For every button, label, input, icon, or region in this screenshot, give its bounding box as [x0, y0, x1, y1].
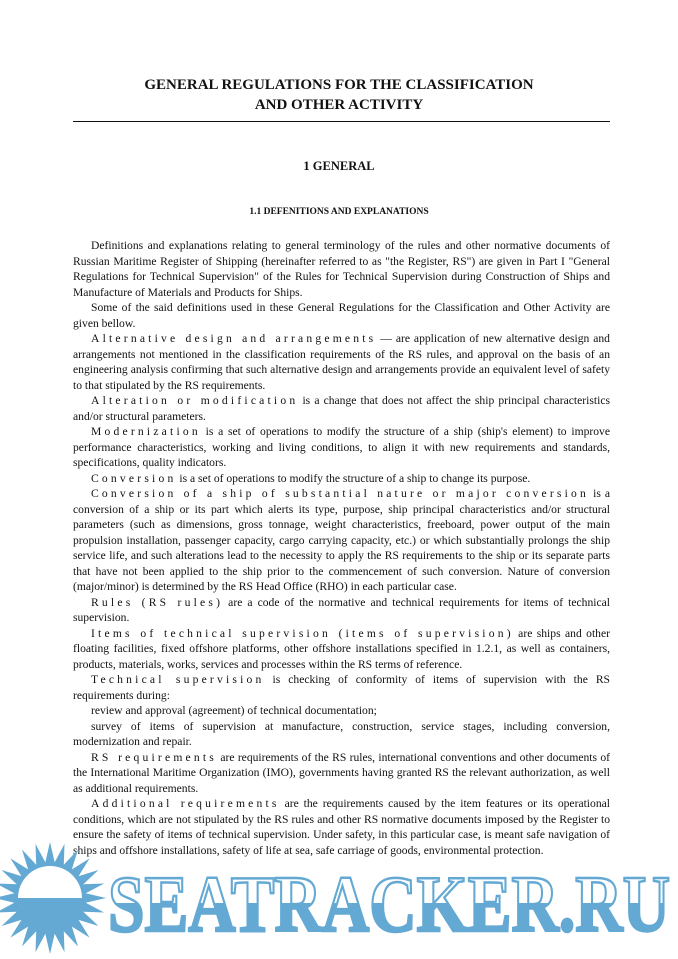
- defined-term: Items of technical supervision (items of supervision): [91, 626, 514, 640]
- paragraph-text: is a set of operations to modify the structure of a ship to change its purpose.: [176, 471, 531, 485]
- paragraph: [73, 300, 610, 331]
- document-body: [73, 238, 610, 858]
- paragraph: [73, 703, 610, 719]
- document-title: [0, 75, 678, 115]
- paragraph: [73, 331, 610, 393]
- paragraph-text: Some of the said definitions used in these General Regulations for the Classification and Other Activity are given bellow.: [73, 301, 610, 330]
- title-divider: [73, 121, 610, 122]
- paragraph-text: are the requirements caused by the item features or its operational conditions, which are not stipulated by the RS rules and other RS normative documents imposed by the Register to ensure the safety of items of technical supervision. Under safety, in this particular case, is meant safe navigation of ships and offshore installations, safety of life at sea, safe carriage of goods, environmental protection.: [73, 797, 610, 857]
- paragraph: [73, 471, 610, 487]
- paragraph-text: is a change that does not affect the ship principal characteristics and/or structural parameters.: [73, 394, 610, 423]
- seatracker-watermark: [0, 836, 678, 956]
- paragraph: [73, 595, 610, 626]
- paragraph: [73, 626, 610, 673]
- paragraph-text: is checking of conformity of items of supervision with the RS requirements during:: [73, 673, 611, 702]
- defined-term: Alteration or modification: [91, 394, 299, 407]
- paragraph: [73, 424, 610, 471]
- paragraph-text: review and approval (agreement) of technical documentation;: [91, 704, 377, 717]
- paragraph: [73, 672, 610, 703]
- defined-term: Conversion of a ship of substantial nature or major conversion: [91, 487, 590, 500]
- paragraph: [73, 393, 610, 424]
- defined-term: Rules (RS rules): [91, 595, 224, 609]
- paragraph: [73, 238, 610, 300]
- defined-term: RS requirements: [91, 750, 218, 764]
- watermark-text: SEATRACKER.RU: [108, 861, 670, 949]
- title-line-2: AND OTHER ACTIVITY: [254, 97, 424, 113]
- paragraph: [73, 750, 610, 797]
- paragraph-text: Definitions and explanations relating to general terminology of the rules and other normative documents of Russian Maritime Register of Shipping (hereinafter referred to as "the Register, RS") are given in Part I "General Regulations for Technical Supervision" of the Rules for Technical Supervision during Construction of Ships and Manufacture of Materials and Products for Ships.: [73, 239, 610, 299]
- paragraph-text: — are application of new alternative design and arrangements not mentioned in the classification requirements of the RS rules, and approval on the basis of an engineering analysis confirming that such alternative design and arrangements provide an equivalent level of safety to that stipulated by the RS requirements.: [73, 332, 610, 392]
- paragraph: [73, 719, 610, 750]
- paragraph-text: survey of items of supervision at manufacture, construction, service stages, including conversion, modernization and repair.: [73, 719, 610, 748]
- title-line-1: GENERAL REGULATIONS FOR THE CLASSIFICATION: [144, 77, 534, 93]
- sun-logo-icon: [0, 842, 106, 954]
- paragraph: [73, 486, 610, 595]
- paragraph-text: are requirements of the RS rules, international conventions and other documents of the International Maritime Organization (IMO), governments having granted RS the relevant authorization, as well as additional requirements.: [73, 750, 610, 795]
- defined-term: Conversion: [91, 471, 177, 485]
- section-heading: 1 GENERAL: [303, 159, 375, 173]
- paragraph-text: are ships and other floating facilities, fixed offshore platforms, other offshore installations specified in 1.2.1, as well as containers, products, materials, works, services and processes within the RS terms of reference.: [73, 626, 610, 671]
- paragraph-text: is a set of operations to modify the structure of a ship (ship's element) to improve performance characteristics, working and living conditions, to align it with new requirements and standards, specifications, quality indicators.: [73, 425, 610, 469]
- defined-term: Additional requirements: [91, 797, 280, 810]
- defined-term: Technical supervision: [91, 673, 265, 686]
- paragraph-text: are a code of the normative and technical requirements for items of technical supervision.: [73, 595, 610, 624]
- paragraph-text: is a conversion of a ship or its part which alerts its type, purpose, ship principal characteristics and/or structural parameters (such as dimensions, gross tonnage, weight characteristics, freeboard, power output of the main propulsion installation, passenger capacity, cargo carrying capacity, etc.) or which substantially prolongs the ship service life, and such alterations lead to the necessity to apply the RS requirements to the ship or its separate parts that have not been applied to the ship prior to the commencement of such conversion. Nature of conversion (major/minor) is determined by the RS Head Office (RHO) in each particular case.: [73, 487, 611, 593]
- subsection-heading: 1.1 DEFENITIONS AND EXPLANATIONS: [249, 207, 429, 217]
- defined-term: Alternative design and arrangements: [91, 332, 377, 345]
- defined-term: Modernization: [91, 425, 201, 438]
